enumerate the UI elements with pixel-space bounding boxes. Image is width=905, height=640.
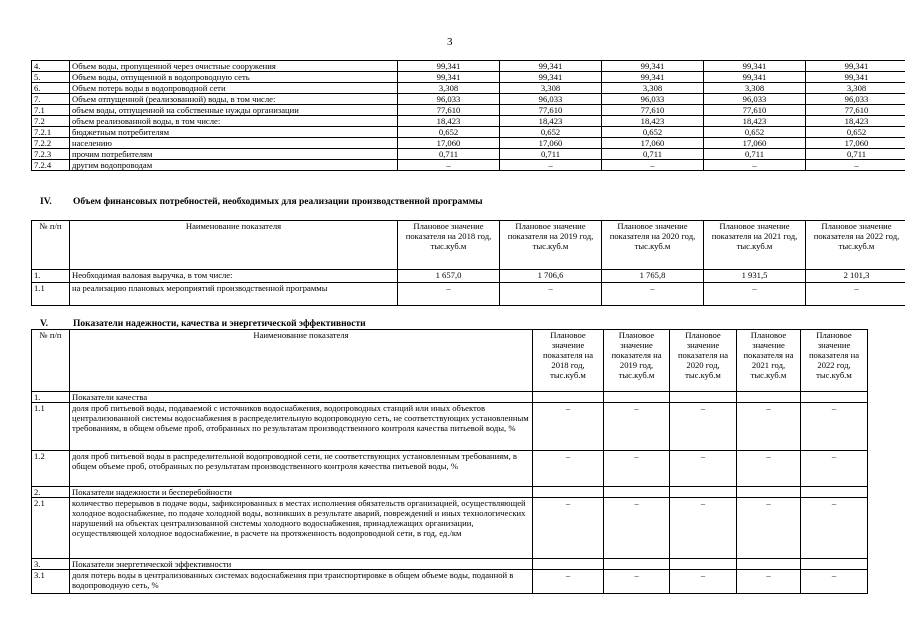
row-number: 1.2 bbox=[32, 451, 70, 487]
row-value: – bbox=[500, 160, 602, 171]
section-iv-title: Объем финансовых потребностей, необходимых для реализации производственной программы bbox=[73, 197, 483, 207]
column-header-num: № п/п bbox=[32, 221, 70, 270]
row-value: – bbox=[801, 403, 868, 451]
row-value: – bbox=[533, 403, 604, 451]
row-value: – bbox=[670, 451, 737, 487]
column-header-name: Наименование показателя bbox=[70, 221, 398, 270]
page-number: 3 bbox=[447, 36, 453, 48]
column-header-num: № п/п bbox=[32, 330, 70, 392]
row-value: 77,610 bbox=[500, 105, 602, 116]
row-value: – bbox=[602, 283, 704, 306]
row-value: 99,341 bbox=[602, 72, 704, 83]
row-number: 1.1 bbox=[32, 403, 70, 451]
table-row bbox=[32, 498, 868, 559]
financial-needs-table bbox=[31, 220, 905, 306]
row-value: 0,711 bbox=[806, 149, 905, 160]
column-header-2018: Плановое значение показателя на 2018 год, тыс.куб.м bbox=[398, 221, 500, 270]
row-name: Показатели энергетической эффективности bbox=[70, 559, 533, 570]
row-value: 96,033 bbox=[602, 94, 704, 105]
row-value: – bbox=[533, 451, 604, 487]
row-value: – bbox=[670, 498, 737, 559]
row-value bbox=[670, 559, 737, 570]
row-value: – bbox=[704, 283, 806, 306]
row-number: 6. bbox=[32, 83, 70, 94]
row-value: 17,060 bbox=[500, 138, 602, 149]
row-number: 7.2 bbox=[32, 116, 70, 127]
column-header-2020: Плановое значение показателя на 2020 год, тыс.куб.м bbox=[602, 221, 704, 270]
row-name: Объем воды, отпущенной в водопроводную сеть bbox=[70, 72, 398, 83]
row-value: – bbox=[670, 570, 737, 594]
table-row bbox=[32, 138, 905, 149]
row-number: 7.2.1 bbox=[32, 127, 70, 138]
row-value: 1 765,8 bbox=[602, 270, 704, 283]
row-value bbox=[737, 559, 801, 570]
row-name: Объем воды, пропущенной через очистные сооружения bbox=[70, 61, 398, 72]
row-value: 0,711 bbox=[602, 149, 704, 160]
section-iv-number: IV. bbox=[40, 197, 52, 207]
row-name: на реализацию плановых мероприятий производственной программы bbox=[70, 283, 398, 306]
table-row bbox=[32, 451, 868, 487]
row-number: 5. bbox=[32, 72, 70, 83]
table-row bbox=[32, 487, 868, 498]
row-value: 96,033 bbox=[398, 94, 500, 105]
row-value: 99,341 bbox=[398, 61, 500, 72]
row-number: 7.1 bbox=[32, 105, 70, 116]
table-row bbox=[32, 283, 905, 306]
row-value: 99,341 bbox=[704, 61, 806, 72]
row-value: 3,308 bbox=[806, 83, 905, 94]
row-value: – bbox=[604, 498, 670, 559]
table-row bbox=[32, 94, 905, 105]
row-value: 99,341 bbox=[398, 72, 500, 83]
row-name: бюджетным потребителям bbox=[70, 127, 398, 138]
row-value bbox=[670, 487, 737, 498]
row-value: 18,423 bbox=[398, 116, 500, 127]
table-row bbox=[32, 83, 905, 94]
row-number: 2.1 bbox=[32, 498, 70, 559]
table-row bbox=[32, 61, 905, 72]
row-value: 18,423 bbox=[704, 116, 806, 127]
column-header-2019: Плановое значение показателя на 2019 год, тыс.куб.м bbox=[604, 330, 670, 392]
table-row bbox=[32, 149, 905, 160]
row-name: доля проб питьевой воды в распределительной водопроводной сети, не соответствующих установленным требованиям, в общем объеме проб, отобранных по результатам производственного контроля качества питьевой воды, % bbox=[70, 451, 533, 487]
row-value: – bbox=[737, 570, 801, 594]
row-value: 0,652 bbox=[398, 127, 500, 138]
table-row bbox=[32, 392, 868, 403]
row-value: – bbox=[398, 160, 500, 171]
row-value: – bbox=[500, 283, 602, 306]
row-value: – bbox=[602, 160, 704, 171]
row-number: 1. bbox=[32, 392, 70, 403]
row-value: 17,060 bbox=[398, 138, 500, 149]
row-value bbox=[604, 487, 670, 498]
row-value: 1 657,0 bbox=[398, 270, 500, 283]
row-value bbox=[801, 559, 868, 570]
table-row bbox=[32, 403, 868, 451]
row-value: 99,341 bbox=[602, 61, 704, 72]
row-value: – bbox=[737, 403, 801, 451]
table-row bbox=[32, 127, 905, 138]
row-name: объем реализованной воды, в том числе: bbox=[70, 116, 398, 127]
row-value: 3,308 bbox=[602, 83, 704, 94]
row-value: 99,341 bbox=[500, 61, 602, 72]
table-row bbox=[32, 570, 868, 594]
row-value: 0,711 bbox=[500, 149, 602, 160]
row-value bbox=[604, 392, 670, 403]
row-value: 3,308 bbox=[704, 83, 806, 94]
row-name: Объем потерь воды в водопроводной сети bbox=[70, 83, 398, 94]
row-value: 96,033 bbox=[500, 94, 602, 105]
column-header-2020: Плановое значение показателя на 2020 год, тыс.куб.м bbox=[670, 330, 737, 392]
table-row bbox=[32, 105, 905, 116]
column-header-name: Наименование показателя bbox=[70, 330, 533, 392]
row-number: 3. bbox=[32, 559, 70, 570]
row-name: прочим потребителям bbox=[70, 149, 398, 160]
row-value: 2 101,3 bbox=[806, 270, 905, 283]
row-value: 1 931,5 bbox=[704, 270, 806, 283]
section-v-title: Показатели надежности, качества и энергетической эффективности bbox=[73, 319, 366, 329]
row-value: 17,060 bbox=[806, 138, 905, 149]
row-value: – bbox=[801, 570, 868, 594]
row-value: 18,423 bbox=[806, 116, 905, 127]
row-value: 96,033 bbox=[806, 94, 905, 105]
row-value: 77,610 bbox=[602, 105, 704, 116]
row-value bbox=[801, 392, 868, 403]
row-value: 18,423 bbox=[602, 116, 704, 127]
row-value: 99,341 bbox=[806, 61, 905, 72]
row-value: 99,341 bbox=[500, 72, 602, 83]
row-value: 99,341 bbox=[704, 72, 806, 83]
row-value: 77,610 bbox=[806, 105, 905, 116]
row-value bbox=[670, 392, 737, 403]
row-value: – bbox=[801, 451, 868, 487]
row-name: объем воды, отпущенной на собственные нужды организации bbox=[70, 105, 398, 116]
table-row bbox=[32, 270, 905, 283]
row-value bbox=[533, 392, 604, 403]
row-name: Объем отпущенной (реализованной) воды, в том числе: bbox=[70, 94, 398, 105]
row-value bbox=[801, 487, 868, 498]
row-value: – bbox=[801, 498, 868, 559]
row-value: 0,652 bbox=[602, 127, 704, 138]
table-row bbox=[32, 116, 905, 127]
row-number: 3.1 bbox=[32, 570, 70, 594]
column-header-2022: Плановое значение показателя на 2022 год, тыс.куб.м bbox=[801, 330, 868, 392]
row-name: другим водопроводам bbox=[70, 160, 398, 171]
table-row bbox=[32, 559, 868, 570]
row-value: 3,308 bbox=[500, 83, 602, 94]
section-v-number: V. bbox=[40, 319, 49, 329]
column-header-2022: Плановое значение показателя на 2022 год, тыс.куб.м bbox=[806, 221, 905, 270]
row-number: 1.1 bbox=[32, 283, 70, 306]
row-value: – bbox=[704, 160, 806, 171]
row-value: 0,711 bbox=[398, 149, 500, 160]
row-number: 1. bbox=[32, 270, 70, 283]
row-number: 2. bbox=[32, 487, 70, 498]
column-header-2018: Плановое значение показателя на 2018 год, тыс.куб.м bbox=[533, 330, 604, 392]
row-value: 17,060 bbox=[704, 138, 806, 149]
row-value bbox=[533, 487, 604, 498]
row-value bbox=[737, 487, 801, 498]
row-name: Необходимая валовая выручка, в том числе: bbox=[70, 270, 398, 283]
row-value: – bbox=[806, 283, 905, 306]
row-value bbox=[533, 559, 604, 570]
row-number: 7.2.4 bbox=[32, 160, 70, 171]
reliability-quality-table bbox=[31, 329, 868, 594]
row-value: 0,652 bbox=[704, 127, 806, 138]
row-value: – bbox=[533, 570, 604, 594]
row-name: количество перерывов в подаче воды, зафиксированных в местах исполнения обязательств организацией, осуществляющей холодное водоснабжение, по подаче холодной воды, возникших в результате аварий, повреждений и иных технологических нарушений на объектах централизованной системы холодного водоснабжения, принадлежащих организации, осуществляющей холодное водоснабжение, в расчете на протяженность водопроводной сети, в год, ед./км bbox=[70, 498, 533, 559]
row-number: 4. bbox=[32, 61, 70, 72]
column-header-2021: Плановое значение показателя на 2021 год, тыс.куб.м bbox=[704, 221, 806, 270]
row-name: Показатели надежности и бесперебойности bbox=[70, 487, 533, 498]
row-value: – bbox=[604, 403, 670, 451]
column-header-2021: Плановое значение показателя на 2021 год, тыс.куб.м bbox=[737, 330, 801, 392]
row-value: 77,610 bbox=[704, 105, 806, 116]
row-value: – bbox=[604, 570, 670, 594]
row-value: – bbox=[737, 451, 801, 487]
row-value: 3,308 bbox=[398, 83, 500, 94]
row-value: – bbox=[398, 283, 500, 306]
row-value: 0,652 bbox=[806, 127, 905, 138]
row-value: – bbox=[533, 498, 604, 559]
row-value: 99,341 bbox=[806, 72, 905, 83]
column-header-2019: Плановое значение показателя на 2019 год, тыс.куб.м bbox=[500, 221, 602, 270]
row-value: 96,033 bbox=[704, 94, 806, 105]
row-value: 77,610 bbox=[398, 105, 500, 116]
row-value bbox=[737, 392, 801, 403]
row-name: населению bbox=[70, 138, 398, 149]
row-value: 18,423 bbox=[500, 116, 602, 127]
table-row bbox=[32, 72, 905, 83]
table-row bbox=[32, 160, 905, 171]
row-value: 17,060 bbox=[602, 138, 704, 149]
row-name: доля потерь воды в централизованных системах водоснабжения при транспортировке в общем объеме воды, поданной в водопроводную сеть, % bbox=[70, 570, 533, 594]
row-name: Показатели качества bbox=[70, 392, 533, 403]
row-number: 7. bbox=[32, 94, 70, 105]
row-value: 0,711 bbox=[704, 149, 806, 160]
row-value bbox=[604, 559, 670, 570]
row-value: – bbox=[604, 451, 670, 487]
row-value: – bbox=[737, 498, 801, 559]
row-value: 1 706,6 bbox=[500, 270, 602, 283]
row-name: доля проб питьевой воды, подаваемой с источников водоснабжения, водопроводных станций или иных объектов централизованной системы водоснабжения в распределительную водопроводную сеть, не соответствующих установленным требованиям, в общем объеме проб, отобранных по результатам производственного контроля качества питьевой воды, % bbox=[70, 403, 533, 451]
row-number: 7.2.3 bbox=[32, 149, 70, 160]
water-volume-table bbox=[31, 60, 905, 171]
row-number: 7.2.2 bbox=[32, 138, 70, 149]
row-value: 0,652 bbox=[500, 127, 602, 138]
row-value: – bbox=[806, 160, 905, 171]
row-value: – bbox=[670, 403, 737, 451]
